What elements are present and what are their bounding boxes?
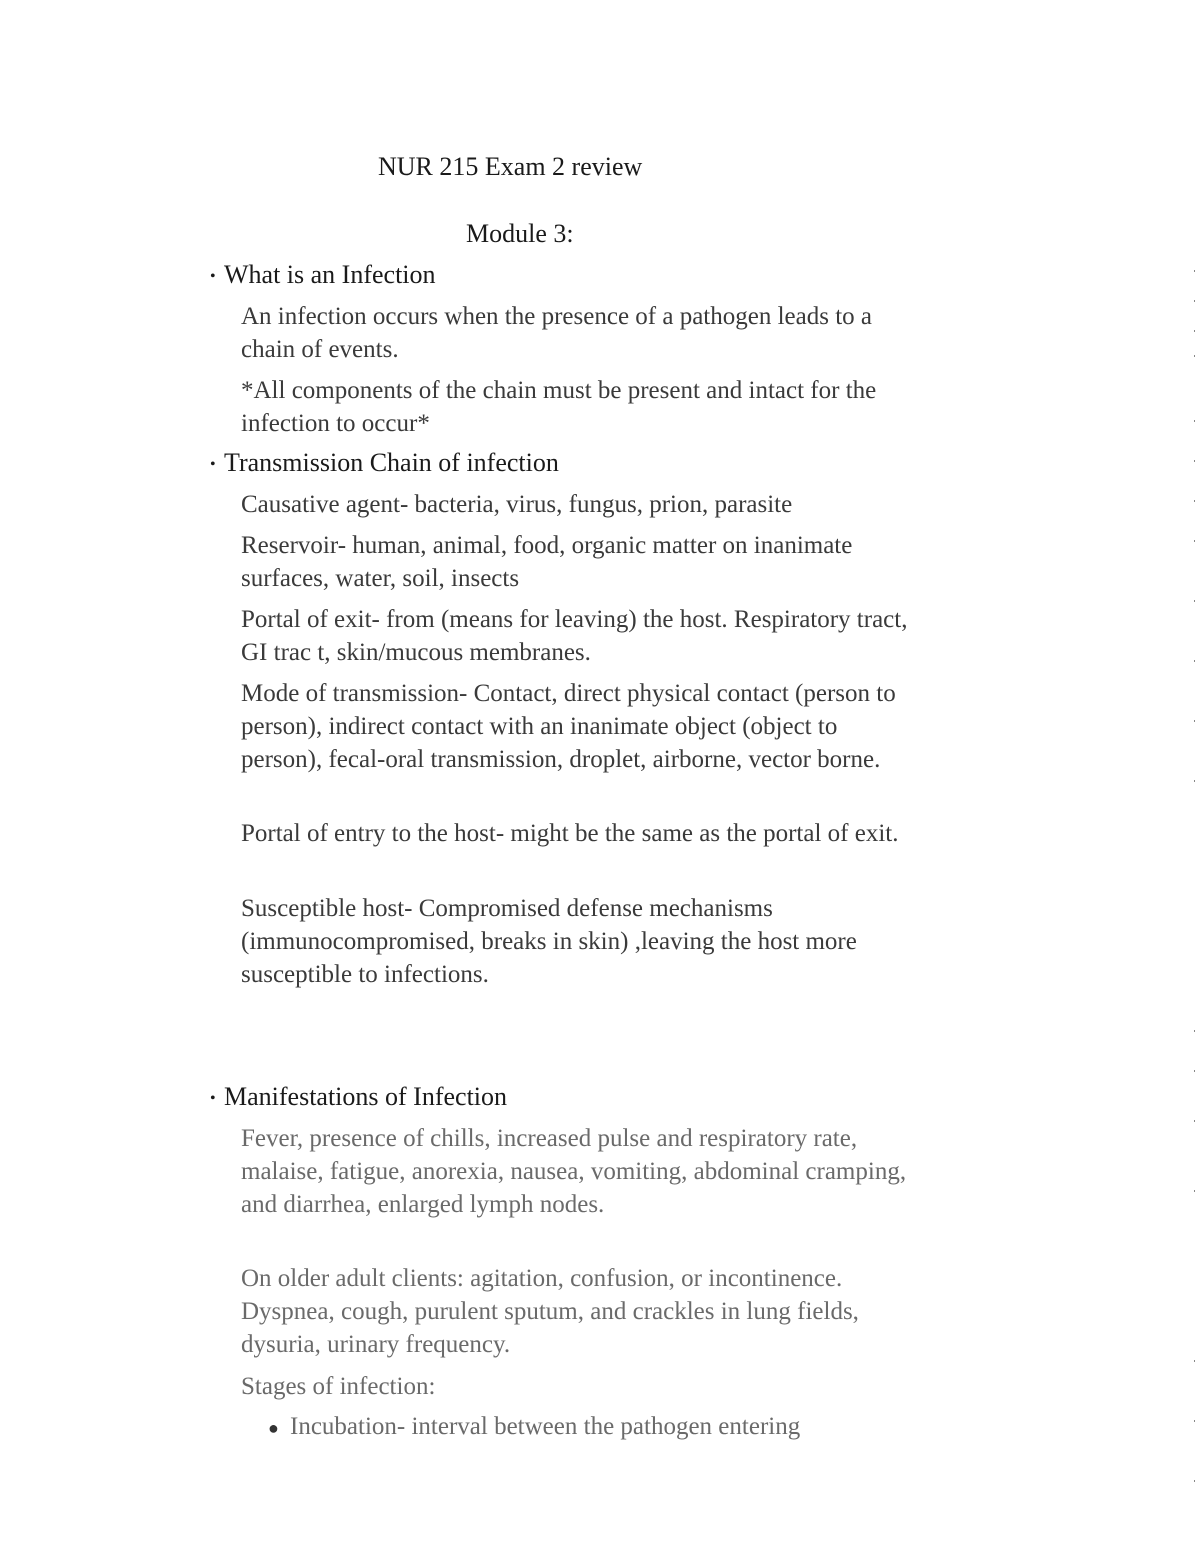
module-heading: Module 3: — [466, 219, 574, 248]
paragraph: Susceptible host- Compromised defense mechanisms (immunocompromised, breaks in skin) ,leaving the host more susceptible to infections. — [241, 895, 857, 988]
paragraph: On older adult clients: agitation, confusion, or incontinence. Dyspnea, cough, purulent sputum, and crackles in lung fields, dysuria, urinary frequency. — [241, 1265, 859, 1358]
paragraph: Portal of entry to the host- might be the same as the portal of exit. — [241, 820, 899, 847]
section-heading-text: Manifestations of Infection — [224, 1082, 508, 1111]
section-heading-text: Transmission Chain of infection — [224, 448, 559, 477]
paragraph: Portal of exit- from (means for leaving) the host. Respiratory tract, GI trac t, skin/mucous membranes. — [241, 606, 908, 666]
list-item — [268, 1410, 908, 1445]
section-heading-transmission — [210, 446, 559, 482]
paragraph: Fever, presence of chills, increased pulse and respiratory rate, malaise, fatigue, anorexia, nausea, vomiting, abdominal cramping, and diarrhea, enlarged lymph nodes. — [241, 1125, 907, 1218]
paragraph: Mode of transmission- Contact, direct physical contact (person to person), indirect contact with an inanimate object (object to person), fecal-oral transmission, droplet, airborne, vector borne. — [241, 680, 896, 773]
paragraph: Stages of infection: — [241, 1373, 436, 1400]
section-heading-manifestations — [210, 1080, 507, 1116]
list-item-text: Incubation- interval between the pathogen entering — [290, 1413, 801, 1440]
bullet-icon: • — [210, 456, 216, 474]
bullet-icon: • — [210, 268, 216, 286]
section-heading-infection — [210, 258, 436, 294]
bullet-icon: ● — [268, 1418, 279, 1438]
section-heading-text: What is an Infection — [224, 260, 436, 289]
paragraph: An infection occurs when the presence of a pathogen leads to a chain of events. — [241, 303, 873, 363]
paragraph: Reservoir- human, animal, food, organic matter on inanimate surfaces, water, soil, insects — [241, 532, 853, 592]
bullet-icon: • — [210, 1090, 216, 1108]
paragraph: *All components of the chain must be present and intact for the infection to occur* — [241, 377, 877, 437]
paragraph: Causative agent- bacteria, virus, fungus, prion, parasite — [241, 491, 793, 518]
scan-edge-marks — [1186, 0, 1200, 1553]
page-title: NUR 215 Exam 2 review — [378, 152, 643, 181]
